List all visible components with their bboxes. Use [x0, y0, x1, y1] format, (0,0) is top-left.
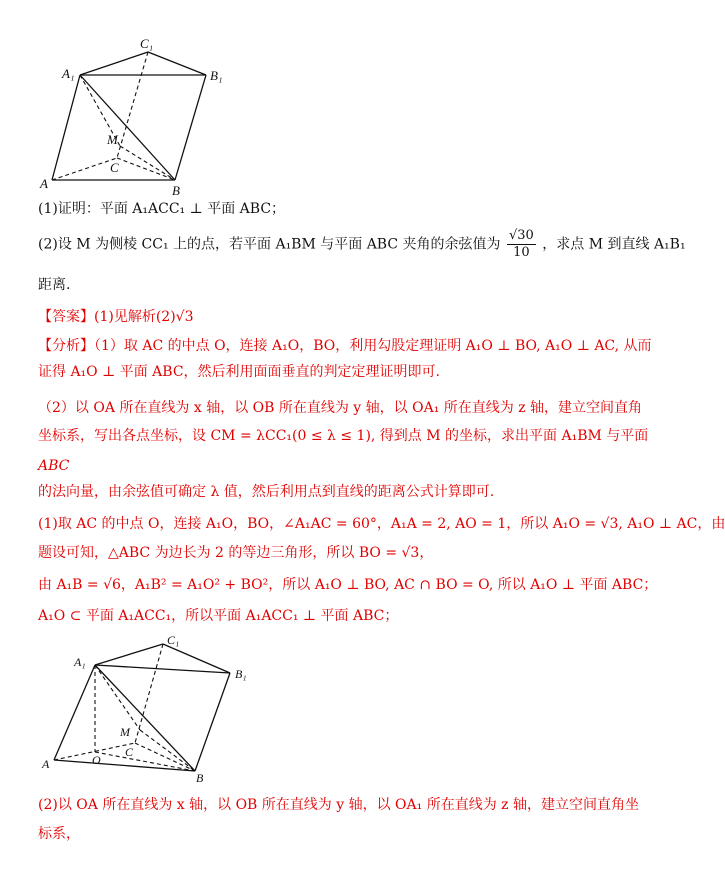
answer-tag: 【答案】 [38, 309, 94, 325]
answer-line [38, 308, 194, 326]
label-b1: B₁ [210, 68, 223, 83]
cosine-fraction: $\frac{√30}{10}$ [508, 228, 534, 260]
solution-line-4: A₁O ⊂ 平面 A₁ACC₁，所以平面 A₁ACC₁ ⊥ 平面 ABC； [38, 608, 399, 624]
label2-c: C [125, 745, 134, 759]
analysis-line-1: 【分析】（1）取 AC 的中点 O，连接 A₁O，BO，利用勾股定理证明 A₁O ⊥ BO, A₁O ⊥ AC, 从而 [38, 338, 652, 354]
label-m: M [107, 132, 118, 147]
problem-part1: (1)证明：平面 A₁ACC₁ ⊥ 平面 ABC； [38, 201, 286, 217]
part2-solution-line-1: (2)以 OA 所在直线为 x 轴，以 OB 所在直线为 y 轴，以 OA₁ 所在直线为 z 轴，建立空间直角坐 [38, 797, 639, 813]
label-c1: C₁ [140, 36, 154, 51]
label2-c1: C₁ [167, 633, 180, 647]
problem-part2: (2)设 M 为侧棱 CC₁ 上的点，若平面 A₁BM 与平面 ABC 夹角的余弦值为 $\frac{√30}{10}$ ，求点 M 到直线 A₁B₁ [38, 228, 686, 260]
label2-a1: A₁ [74, 655, 86, 669]
label-a1: A₁ [62, 66, 75, 81]
part2-solution-line-2: 标系， [38, 826, 80, 842]
analysis-tag: 【分析】 [38, 338, 94, 354]
label-a: A [40, 176, 48, 191]
solution-line-1: (1)取 AC 的中点 O，连接 A₁O，BO，∠A₁AC = 60°，A₁A = 2, AO = 1，所以 A₁O = √3, A₁O ⊥ AC，由 [38, 516, 725, 532]
analysis-line-4: 坐标系，写出各点坐标，设 CM = λCC₁(0 ≤ λ ≤ 1), 得到点 M 的坐标，求出平面 A₁BM 与平面 [38, 428, 649, 444]
solution-line-2: 题设可知，△ABC 为边长为 2 的等边三角形，所以 BO = √3， [38, 545, 434, 561]
label-c: C [110, 160, 119, 175]
prism-figure-1 [30, 28, 260, 198]
label2-b1: B₁ [235, 667, 247, 681]
label2-a: A [42, 757, 50, 771]
analysis-line-2: 证得 A₁O ⊥ 平面 ABC，然后利用面面垂直的判定定理证明即可. [38, 364, 440, 380]
solution-line-3: 由 A₁B = √6，A₁B² = A₁O² + BO²，所以 A₁O ⊥ BO, AC ∩ BO = O, 所以 A₁O ⊥ 平面 ABC； [38, 577, 658, 593]
analysis-line-3: （2）以 OA 所在直线为 x 轴，以 OB 所在直线为 y 轴，以 OA₁ 所在直线为 z 轴，建立空间直角 [38, 400, 643, 416]
prism-figure-2 [30, 630, 270, 790]
label2-o: O [92, 753, 101, 767]
label2-b: B [196, 771, 204, 785]
analysis-line-6: 的法向量，由余弦值可确定 λ 值，然后利用点到直线的距离公式计算即可. [38, 484, 495, 500]
analysis-line-5: ABC [38, 458, 70, 474]
answer-text: (1)见解析(2)√3 [94, 309, 194, 325]
label-b: B [172, 183, 180, 198]
problem-part2-cont: 距离. [38, 277, 71, 293]
label2-m: M [120, 725, 130, 739]
